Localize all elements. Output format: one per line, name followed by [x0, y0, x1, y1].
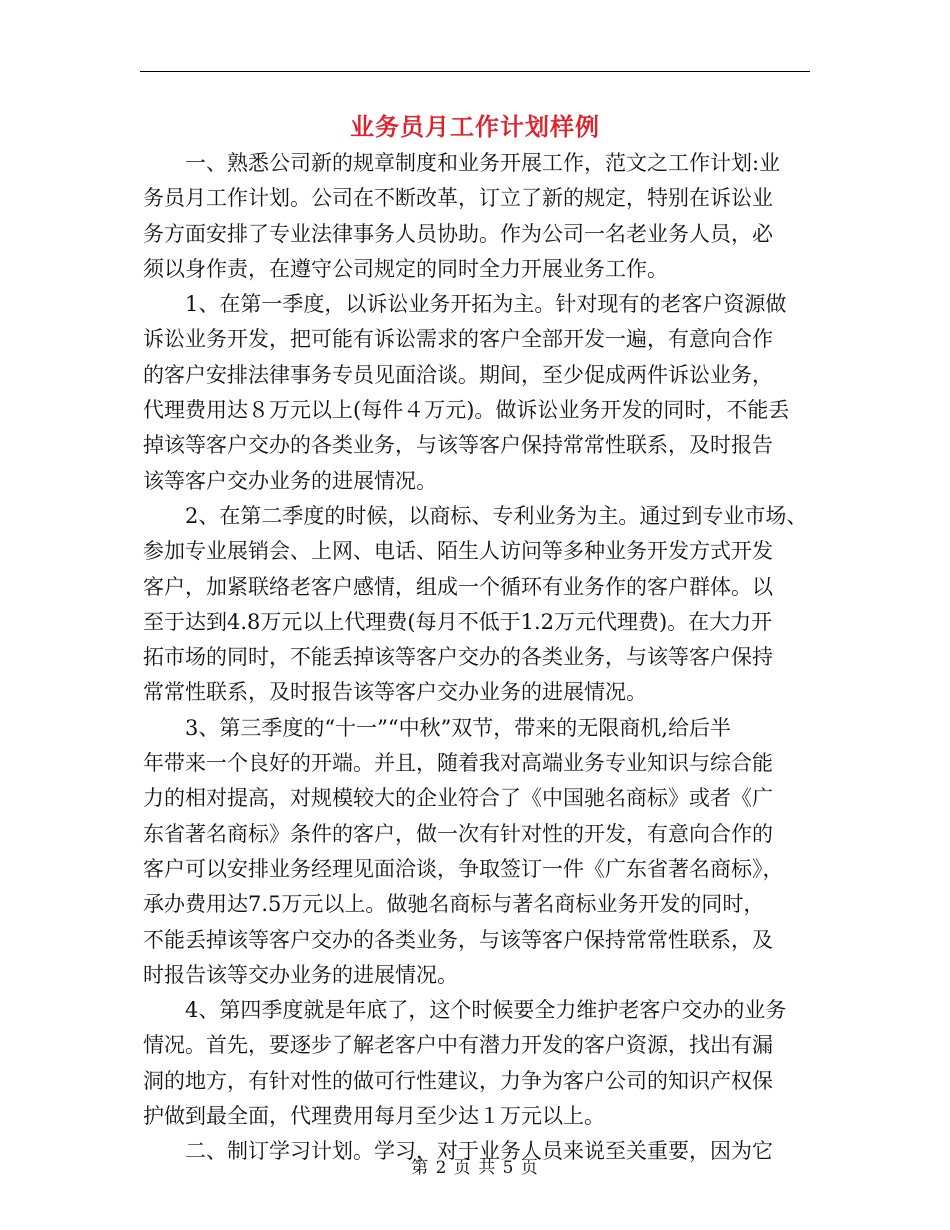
text-line: 二、制订学习计划。学习，对于业务人员来说至关重要，因为它	[185, 1139, 773, 1164]
text-line: 常常性联系，及时报告该等客户交办业务的进展情况。	[143, 680, 647, 705]
text-line: 护做到最全面，代理费用每月至少达１万元以上。	[143, 1104, 605, 1129]
text-line: 客户，加紧联络老客户感情，组成一个循环有业务作的客户群体。以	[143, 574, 773, 599]
text-line: 3、第三季度的“十一”“中秋”双节，带来的无限商机,给后半	[185, 715, 731, 740]
document-body	[143, 146, 817, 1170]
text-line: 参加专业展销会、上网、电话、陌生人访问等多种业务开发方式开发	[143, 539, 773, 564]
text-line: 至于达到4.8万元以上代理费(每月不低于1.2万元代理费)。在大力开	[143, 609, 773, 634]
text-line: 客户可以安排业务经理见面洽谈，争取签订一件《广东省著名商标》，	[143, 856, 784, 881]
text-line: 洞的地方，有针对性的做可行性建议，力争为客户公司的知识产权保	[143, 1068, 773, 1093]
text-line: 时报告该等交办业务的进展情况。	[143, 962, 458, 987]
text-line: 代理费用达８万元以上(每件４万元)。做诉讼业务开发的同时，不能丢	[143, 398, 790, 423]
text-line: 4、第四季度就是年底了，这个时候要全力维护老客户交办的业务	[185, 998, 787, 1023]
text-line: 一、熟悉公司新的规章制度和业务开展工作，范文之工作计划:业	[185, 151, 781, 175]
text-line: 务方面安排了专业法律事务人员协助。作为公司一名老业务人员，必	[143, 221, 773, 246]
text-line: 务员月工作计划。公司在不断改革，订立了新的规定，特别在诉讼业	[143, 186, 773, 211]
text-line: 诉讼业务开发，把可能有诉讼需求的客户全部开发一遍，有意向合作	[143, 327, 773, 352]
text-line: 1、在第一季度，以诉讼业务开拓为主。针对现有的老客户资源做	[185, 292, 787, 317]
text-line: 不能丢掉该等客户交办的各类业务，与该等客户保持常常性联系，及	[143, 927, 773, 952]
header-rule	[140, 71, 810, 72]
page-title: 业务员月工作计划样例	[350, 113, 600, 141]
text-line: 该等客户交办业务的进展情况。	[143, 468, 437, 493]
text-line: 2、在第二季度的时候，以商标、专利业务为主。通过到专业市场、	[185, 503, 808, 528]
page-footer: 第 2 页 共 5 页	[411, 1158, 539, 1178]
text-line: 力的相对提高，对规模较大的企业符合了《中国驰名商标》或者《广	[143, 786, 773, 811]
text-line: 的客户安排法律事务专员见面洽谈。期间，至少促成两件诉讼业务，	[143, 362, 773, 387]
text-line: 东省著名商标》条件的客户，做一次有针对性的开发，有意向合作的	[143, 821, 773, 846]
text-line: 年带来一个良好的开端。并且，随着我对高端业务专业知识与综合能	[143, 751, 773, 776]
text-line: 拓市场的同时，不能丢掉该等客户交办的各类业务，与该等客户保持	[143, 645, 773, 670]
text-line: 情况。首先，要逐步了解老客户中有潜力开发的客户资源，找出有漏	[143, 1033, 773, 1058]
text-line: 承办费用达7.5万元以上。做驰名商标与著名商标业务开发的同时，	[143, 892, 765, 917]
text-line: 掉该等客户交办的各类业务，与该等客户保持常常性联系，及时报告	[143, 433, 773, 458]
text-line: 须以身作责，在遵守公司规定的同时全力开展业务工作。	[143, 256, 668, 281]
